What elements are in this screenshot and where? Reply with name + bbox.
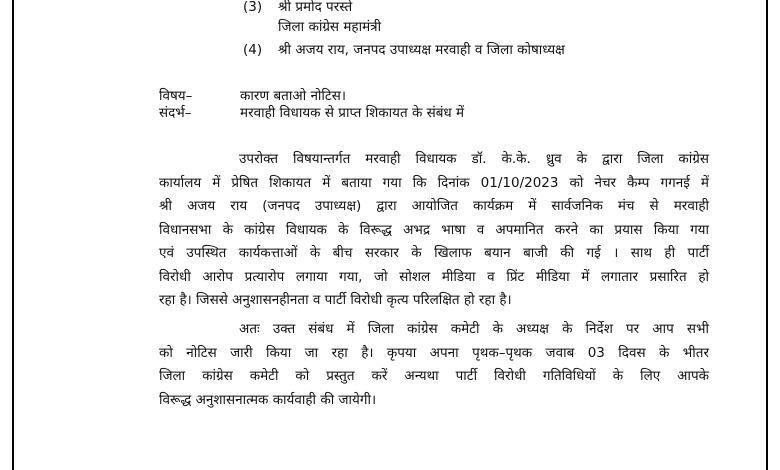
paragraph-line: उपरोक्त विषयान्तर्गत मरवाही विधायक डॉ. के.के. ध्रुव के द्वारा जिला कांग्रेस (239, 151, 709, 167)
addressee-4-number: (4) (243, 42, 263, 58)
addressee-3-designation: जिला कांग्रेस महामंत्री (278, 19, 382, 35)
body-paragraph-2 (159, 318, 709, 412)
paragraph-line: विरोधी आरोप प्रत्यारोप लगाया गया, जो सोशल मीडिया व प्रिंट मीडिया में लगातार प्रसारित हो (159, 268, 709, 285)
subject-text: कारण बताओ नोटिस। (240, 88, 346, 104)
body-paragraph-1 (159, 148, 709, 313)
paragraph-line: को नोटिस जारी किया जा रहा है। कृपया अपना पृथक–पृथक जवाब 03 दिवस के भीतर (159, 344, 709, 361)
left-border (12, 0, 14, 470)
paragraph-line: अतः उक्त संबंध में जिला कांग्रेस कमेटी के अध्यक्ष के निर्देश पर आप सभी (239, 321, 709, 337)
reference-text: मरवाही विधायक से प्राप्त शिकायत के संबंध में (240, 105, 465, 121)
addressee-3-number: (3) (243, 0, 263, 15)
reference-label: संदर्भ– (159, 105, 192, 121)
paragraph-line: जिला कांग्रेस कमेटी को प्रस्तुत करें अन्यथा पार्टी विरोधी गतिविधियों के लिए आपके (159, 368, 709, 384)
addressee-4-name: श्री अजय राय, जनपद उपाध्यक्ष मरवाही व जिला कोषाध्यक्ष (278, 42, 565, 58)
addressee-3-name: श्री प्रमोद परस्ते (278, 0, 353, 15)
paragraph-line: रहा है। जिससे अनुशासनहीनता व पार्टी विरोधी कृत्य परिलक्षित हो रहा है। (159, 292, 512, 308)
paragraph-line: विरूद्ध अनुशासनात्मक कार्यवाही की जायेगी। (159, 391, 377, 408)
paragraph-line: एवं उपस्थित कार्यकत्ताओं के बीच सरकार के खिलाफ बयान बाजी की गई । साथ ही पार्टी (159, 245, 709, 261)
right-border (766, 0, 768, 470)
paragraph-line: कार्यालय में प्रेषित शिकायत में बताया गया कि दिनांक 01/10/2023 को नेचर कैम्प गगनई में (159, 174, 709, 191)
paragraph-line: श्री अजय राय (जनपद उपाध्यक्ष) द्वारा आयोजित कार्यक्रम में सार्वजनिक मंच से मरवाही (159, 198, 709, 214)
subject-label: विषय– (159, 88, 193, 104)
paragraph-line: विधानसभा के कांग्रेस विधायक के विरूद्ध अभद्र भाषा व अपमानित करने का प्रयास किया गया (159, 221, 709, 238)
